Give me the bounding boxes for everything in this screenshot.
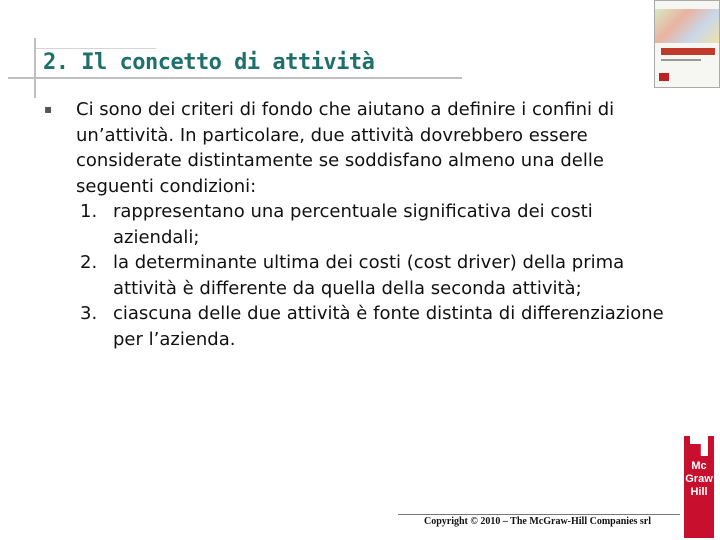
intro-text: Ci sono dei criteri di fondo che aiutano a definire i confini di un’attività. In particolare, due attività dovrebbero essere considerate distintamente se soddisfano almeno una delle seguenti condizioni: — [76, 99, 615, 197]
square-bullet-icon: ▪ — [44, 102, 53, 116]
decorative-vertical-line — [34, 38, 36, 98]
list-item-text: rappresentano una percentuale significativa dei costi aziendali; — [113, 201, 593, 248]
numbered-list — [76, 199, 664, 352]
logo-text: Mc Graw Hill — [685, 460, 713, 498]
list-number: 1. — [80, 201, 98, 222]
list-item-text: la determinante ultima dei costi (cost driver) della prima attività è differente da quella della seconda attività; — [113, 252, 625, 299]
list-item — [44, 301, 664, 352]
title-underline — [8, 77, 462, 79]
list-number: 2. — [80, 252, 98, 273]
mcgraw-hill-logo — [684, 436, 714, 538]
slide-body — [44, 97, 664, 352]
list-item — [44, 199, 664, 250]
bullet-item — [44, 97, 664, 352]
copyright-text: Copyright © 2010 – The McGraw-Hill Companies srl — [424, 516, 652, 527]
book-cover-image — [654, 0, 720, 88]
list-number: 3. — [80, 303, 98, 324]
footer-divider — [398, 514, 680, 515]
decorative-top-line — [36, 48, 156, 49]
list-item-text: ciascuna delle due attività è fonte distinta di differenziazione per l’azienda. — [113, 303, 664, 350]
list-item — [44, 250, 664, 301]
slide-title: 2. Il concetto di attività — [43, 50, 375, 75]
